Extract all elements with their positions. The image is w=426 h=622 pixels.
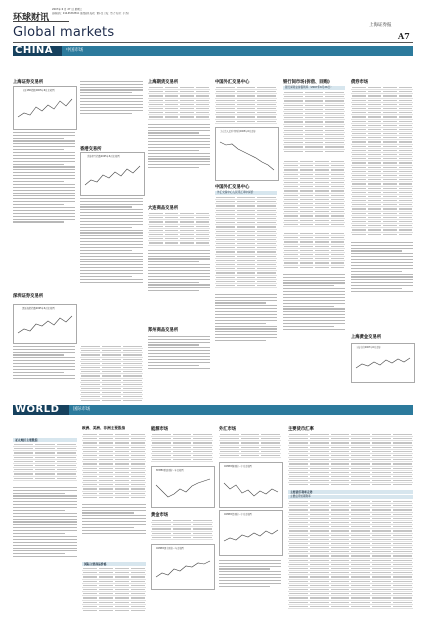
paper-name: 环球财讯 bbox=[13, 13, 50, 23]
interbank-article bbox=[283, 272, 345, 372]
sse-heading: 上海证券交易所 bbox=[13, 80, 44, 85]
world-band bbox=[13, 405, 413, 415]
cfets-rates-table bbox=[215, 196, 277, 288]
dce-heading: 大连商品交易所 bbox=[148, 206, 179, 211]
gold-chart-caption: COMEX黄金期价一年走势图 bbox=[156, 547, 184, 550]
asia-article bbox=[13, 485, 77, 612]
shfe-article bbox=[148, 122, 210, 202]
eu-us-heading: 欧洲、美洲、非洲主要股指 bbox=[82, 426, 126, 430]
metals-article bbox=[219, 558, 281, 612]
china-band-cn: 中国市场 bbox=[66, 48, 84, 53]
asia-indices-table bbox=[13, 443, 77, 481]
gold-chart bbox=[151, 544, 215, 590]
rates-table bbox=[288, 500, 413, 610]
aluminum-chart-caption: COMEX铝期价一个月走势图 bbox=[224, 513, 252, 516]
cfets-heading: 中国外汇交易中心 bbox=[215, 80, 250, 85]
cfets-article bbox=[215, 292, 277, 378]
szse-heading: 深圳证券交易所 bbox=[13, 294, 44, 299]
col2-article-top bbox=[80, 79, 143, 143]
cfets-table bbox=[215, 86, 277, 124]
sge-chart-caption: 上海金价2007年6月走势 bbox=[356, 346, 381, 349]
cfets-table-head: 外汇交易中心人民币汇率中间价 bbox=[215, 191, 277, 195]
szse-chart bbox=[13, 304, 77, 344]
usdcny-chart-caption: 美元兑人民币中间价2005年6月走势 bbox=[220, 130, 256, 133]
rates-heading: 主要货币利率走势 bbox=[288, 490, 413, 494]
szse-chart-caption: 深证成指指数2005年6月走势图 bbox=[22, 307, 55, 310]
masthead-rule bbox=[13, 21, 69, 22]
currency-heading: 主要货币汇率 bbox=[288, 427, 314, 432]
usdcny-chart bbox=[215, 127, 279, 181]
usdcny-chart-line bbox=[216, 128, 278, 180]
china-band-en: CHINA bbox=[15, 45, 54, 56]
fx-heading: 外汇市场 bbox=[219, 427, 237, 432]
gold-chart-line bbox=[152, 545, 214, 589]
interbank-table-head: 银行间同业拆借利率（2007年6月26日） bbox=[283, 86, 345, 90]
sse-article bbox=[13, 130, 75, 285]
hkex-heading: 香港交易所 bbox=[80, 147, 102, 152]
cfets-heading-2: 中国外汇交易中心 bbox=[215, 185, 250, 190]
section-title: Global markets bbox=[13, 25, 115, 40]
commodities-table bbox=[82, 567, 146, 611]
sse-chart-caption: 上证180指数2005年6月走势图 bbox=[22, 89, 55, 92]
sge-chart-line bbox=[352, 344, 414, 382]
shfe-heading: 上海期货交易所 bbox=[148, 80, 179, 85]
fx-table bbox=[219, 433, 281, 459]
shfe-table bbox=[148, 86, 210, 120]
repo-table-2 bbox=[283, 232, 345, 268]
bond-heading: 债券市场 bbox=[351, 80, 369, 85]
sge-heading: 上海黄金交易所 bbox=[351, 335, 382, 340]
energy-heading: 能源市场 bbox=[151, 427, 169, 432]
szse-chart-line bbox=[14, 305, 76, 343]
copper-chart-line bbox=[220, 463, 282, 507]
sse-chart bbox=[13, 86, 77, 130]
eu-us-table bbox=[82, 433, 146, 499]
dce-table bbox=[148, 212, 210, 246]
sge-chart bbox=[351, 343, 415, 383]
bond-article bbox=[351, 240, 413, 330]
aluminum-chart-line bbox=[220, 511, 282, 555]
czce-article bbox=[148, 334, 210, 396]
aluminum-chart bbox=[219, 510, 283, 556]
interbank-heading: 银行间市场(拆借、回购) bbox=[283, 80, 330, 85]
gold-table bbox=[151, 519, 213, 541]
hsi-chart bbox=[80, 152, 145, 196]
interbank-table bbox=[283, 91, 345, 153]
oil-chart-line bbox=[152, 467, 214, 507]
masthead-bottom-rule bbox=[13, 42, 413, 43]
copper-chart-caption: COMEX铜期价一个月走势图 bbox=[224, 465, 252, 468]
oil-chart bbox=[151, 466, 215, 508]
dce-article bbox=[148, 248, 210, 322]
energy-table bbox=[151, 433, 213, 463]
copper-chart bbox=[219, 462, 283, 508]
date-line: 2007年 6 月 27 日 星期三 bbox=[52, 8, 83, 11]
eu-us-article bbox=[82, 502, 146, 558]
hsi-chart-caption: 香港恒生指数2005年6月走势图 bbox=[87, 155, 120, 158]
world-band-en: WORLD bbox=[15, 404, 60, 415]
currency-table bbox=[288, 433, 413, 485]
world-band-cn: 国际市场 bbox=[73, 407, 91, 412]
asia-indices-heading: 亚太地区主要股指 bbox=[13, 438, 77, 442]
china-band bbox=[13, 46, 413, 56]
rates-table-head: 主要货币短期利率 bbox=[288, 495, 413, 499]
gold-heading: 黄金市场 bbox=[151, 513, 169, 518]
paper-right-name: 上海证券报 bbox=[369, 23, 392, 28]
szse-article bbox=[13, 344, 75, 404]
hotline-line: 新闻热线：010-65363510 (新聞热线 编辑：董小龙 美编：蔡 芹 校对：于 静) bbox=[52, 12, 129, 15]
czce-heading: 郑州商品交易所 bbox=[148, 328, 179, 333]
sse-chart-line bbox=[14, 87, 76, 129]
bond-table bbox=[351, 86, 413, 236]
col2-article-mid bbox=[80, 196, 143, 341]
repo-table bbox=[283, 160, 345, 228]
page-number: A7 bbox=[398, 31, 410, 41]
col2-table bbox=[80, 345, 143, 401]
commodities-heading: 国际主要商品价格 bbox=[82, 562, 146, 566]
hsi-chart-line bbox=[81, 153, 144, 195]
oil-chart-caption: NYMEX原油期价一年走势图 bbox=[156, 469, 184, 472]
